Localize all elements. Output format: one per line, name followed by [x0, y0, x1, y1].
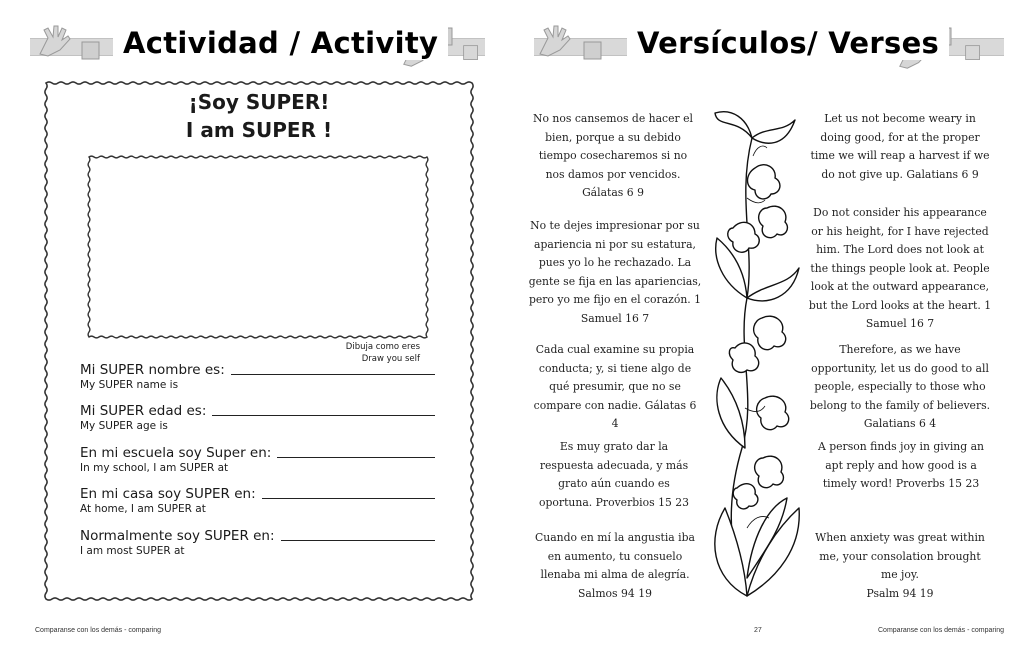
verse-text: Es muy grato dar la respuesta adecuada, y más grato aún cuando es oportuna.	[539, 440, 689, 509]
hand-print-icon	[34, 24, 74, 60]
verse-text: Do not consider his appearance or his height, for I have rejected him. The Lord does not look at the things people look at. People look at the outward appearance, but the Lord looks at the heart.	[808, 206, 990, 312]
field-label-es: En mi escuela soy Super en:	[80, 445, 272, 461]
verse-es-3	[530, 341, 700, 434]
page-footer: Comparanse con los demás - comparing	[878, 627, 1005, 634]
field-label-en: I am most SUPER at	[80, 545, 185, 557]
field-label-es: En mi casa soy SUPER en:	[80, 486, 256, 502]
verse-text: Cuando en mí la angustia iba en aumento, tu consuelo llenaba mi alma de alegría.	[535, 531, 695, 581]
verse-ref: Galatians 6 4	[863, 417, 937, 430]
verse-en-5	[810, 529, 990, 603]
verse-ref: Proverbs 15 23	[895, 477, 980, 490]
field-label-en: My SUPER age is	[80, 420, 168, 432]
field-label-en: My SUPER name is	[80, 379, 179, 391]
activity-heading-en: I am SUPER !	[185, 118, 333, 142]
drawing-area[interactable]	[86, 154, 430, 340]
verse-text: Let us not become weary in doing good, for at the proper time we will reap a harvest if we do not give up.	[810, 112, 990, 181]
page-footer: Comparanse con los demás - comparing	[35, 627, 162, 634]
verse-es-5	[534, 529, 696, 603]
verse-text: Cada cual examine su propia conducta; y, si tiene algo de qué presumir, que no se compare con nadie.	[533, 343, 695, 412]
field-label-es: Mi SUPER nombre es:	[80, 362, 225, 378]
field-school	[80, 445, 435, 474]
write-line[interactable]	[262, 498, 435, 499]
verse-text: No te dejes impresionar por su apariencia ni por su estatura, pues yo lo he rechazado. La gente se fija en las apariencias, pero yo me fijo en el corazón.	[528, 219, 702, 306]
block-icon	[964, 44, 982, 62]
verse-ref: Proverbios 15 23	[595, 495, 689, 509]
verse-en-1	[810, 110, 990, 184]
activity-frame	[43, 80, 475, 602]
hand-print-icon	[534, 24, 574, 60]
verse-ref: Galatians 6 9	[906, 167, 979, 181]
field-label-es: Normalmente soy SUPER en:	[80, 528, 275, 544]
verse-text: No nos cansemos de hacer el bien, porque a su debido tiempo cosecharemos si no nos damos por vencidos.	[533, 112, 693, 181]
field-name	[80, 362, 435, 391]
write-line[interactable]	[277, 457, 435, 458]
verse-en-2	[808, 204, 992, 334]
page-title: Versículos/ Verses	[627, 26, 949, 60]
verse-ref: Gálatas 6 9	[582, 186, 644, 199]
verse-en-3	[806, 341, 994, 434]
write-line[interactable]	[231, 374, 435, 375]
verse-ref: 1 Samuel 16 7	[580, 293, 702, 325]
verse-ref: 1 Samuel 16 7	[865, 298, 992, 330]
field-age	[80, 403, 435, 432]
write-line[interactable]	[212, 415, 435, 416]
verse-text: A person finds joy in giving an apt reply and how good is a timely word!	[818, 440, 984, 490]
draw-hint-es: Dibuja como eres	[345, 342, 420, 352]
draw-hint-en: Draw you self	[361, 354, 420, 364]
block-icon	[80, 40, 102, 62]
verse-ref: Psalm 94 19	[866, 586, 934, 600]
write-line[interactable]	[281, 540, 435, 541]
verse-es-2	[528, 217, 702, 328]
page-number: 27	[754, 627, 762, 634]
field-home	[80, 486, 435, 515]
field-label-en: At home, I am SUPER at	[80, 503, 206, 515]
field-normally	[80, 528, 435, 557]
verse-text: When anxiety was great within me, your consolation brought me joy.	[815, 531, 985, 581]
page-title: Actividad / Activity	[113, 26, 448, 60]
field-label-en: In my school, I am SUPER at	[80, 462, 229, 474]
block-icon	[582, 40, 604, 62]
block-icon	[462, 44, 480, 62]
activity-heading-es: ¡Soy SUPER!	[188, 90, 330, 114]
field-label-es: Mi SUPER edad es:	[80, 403, 207, 419]
verse-text: Therefore, as we have opportunity, let us do good to all people, especially to those who belong to the family of believers.	[809, 343, 991, 412]
verse-ref: Salmos 94 19	[578, 586, 652, 600]
verse-es-4	[534, 438, 694, 512]
right-page	[512, 0, 1024, 665]
verse-en-4	[808, 438, 994, 494]
flower-vine-illustration	[707, 108, 807, 598]
verse-es-1	[530, 110, 696, 203]
verse-ref: Gálatas 6 4	[611, 398, 697, 430]
